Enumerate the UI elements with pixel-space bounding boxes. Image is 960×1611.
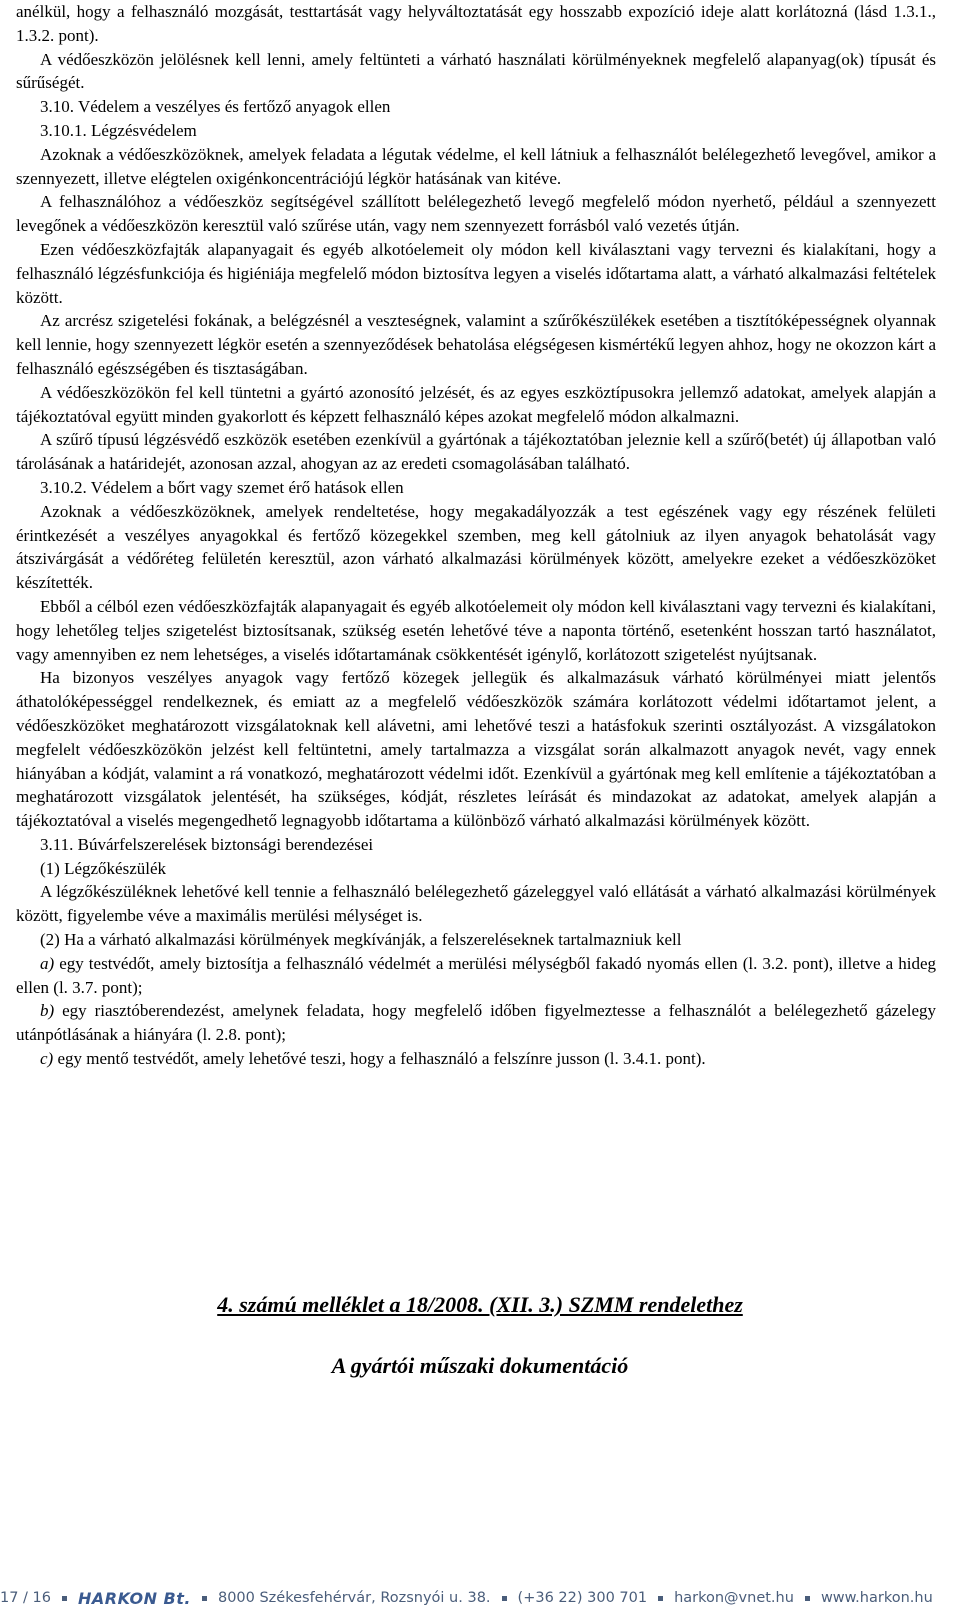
section-heading (16, 833, 936, 857)
paragraph-text: egy mentő testvédőt, amely lehetővé teszi, hogy a felhasználó a felszínre jusson (l. 3.4.1. pont). (53, 1049, 706, 1069)
paragraph (16, 928, 936, 952)
annex-subtitle: A gyártói műszaki dokumentáció (331, 1353, 629, 1378)
paragraph (16, 952, 936, 1000)
paragraph-text: A felhasználóhoz a védőeszköz segítségével szállított belélegezhető levegő megfelelő módon nyerhető, például a szennyezett levegőnek a védőeszközön keresztül való szűrése után, vagy nem szennyezett forrásból való vezetés útján. (16, 192, 936, 236)
footer-logo: HARKON Bt. (78, 1588, 191, 1608)
paragraph (16, 48, 936, 96)
paragraph (16, 1047, 936, 1071)
paragraph (16, 238, 936, 309)
paragraph-text: A védőeszközön jelölésnek kell lenni, amely feltünteti a várható használati körülményeknek megfelelő alapanyag(ok) típusát és sűrűségét. (16, 49, 936, 93)
paragraph (16, 143, 936, 191)
paragraph (16, 0, 936, 48)
paragraph (16, 500, 936, 595)
paragraph-text: Azoknak a védőeszközöknek, amelyek rendeltetése, hogy megakadályozzák a test egészének vagy egy részének felületi érintkezését a veszélyes anyagokkal és fertőző közegekkel szemben, meg kell gátolniuk az ilyen anyagok behatolását vagy átszivárgását a védőréteg felületén keresztül, azon várható alkalmazási körülmények között, amelyekre ezeket a védőeszközöket készítették. (16, 501, 936, 593)
paragraph-text: 3.10.2. Védelem a bőrt vagy szemet érő hatások ellen (40, 477, 404, 497)
paragraph-text: (1) Légzőkészülék (40, 858, 167, 878)
paragraph-text: 3.11. Búvárfelszerelések biztonsági berendezései (40, 834, 374, 854)
paragraph-text: (2) Ha a várható alkalmazási körülmények megkívánják, a felszereléseknek tartalmazniuk kell (40, 930, 682, 950)
footer-page-number: 17 / 16 (0, 1590, 52, 1606)
section-heading (16, 95, 936, 119)
paragraph-text: Azoknak a védőeszközöknek, amelyek feladata a légutak védelme, el kell látniuk a felhasználót belélegezhető levegővel, amikor a szennyezett, illetve elégtelen oxigénkoncentrációjú légkör hatásának van kitéve. (16, 144, 936, 188)
page-footer (0, 1587, 960, 1609)
section-heading (16, 119, 936, 143)
footer-separator-icon (658, 1596, 663, 1601)
list-item-letter: b) (40, 1001, 55, 1021)
paragraph (16, 880, 936, 928)
document-body (16, 0, 936, 1071)
paragraph-text: 3.10. Védelem a veszélyes és fertőző anyagok ellen (40, 97, 391, 117)
paragraph-text: A védőeszközökön fel kell tüntetni a gyártó azonosító jelzését, és az egyes eszköztípusokra jellemző adatokat, amelyek alapján a tájékoztatóval együtt minden gyakorlott és képzett felhasználó képes azokat megfelelő módon alkalmazni. (16, 382, 936, 426)
paragraph (16, 309, 936, 380)
footer-separator-icon (62, 1596, 67, 1601)
list-item-letter: a) (40, 953, 55, 973)
annex-title: 4. számú melléklet a 18/2008. (XII. 3.) SZMM rendelethez (217, 1292, 743, 1317)
footer-separator-icon (805, 1596, 810, 1601)
paragraph (16, 190, 936, 238)
paragraph (16, 428, 936, 476)
paragraph (16, 999, 936, 1047)
paragraph-text: Ezen védőeszközfajták alapanyagait és egyéb alkotóelemeit oly módon kell kiválasztani vagy tervezni és kialakítani, hogy a felhasználó légzésfunkciója és higiéniája megfelelő módon biztosítva legyen a viselés időtartama alatt, a várható alkalmazási feltételek között. (16, 239, 936, 307)
footer-separator-icon (502, 1596, 507, 1601)
section-heading (16, 476, 936, 500)
list-item-letter: c) (40, 1049, 54, 1069)
paragraph-text: A légzőkészüléknek lehetővé kell tennie a felhasználó belélegezhető gázeleggyel való ellátását a várható alkalmazási körülmények között, figyelembe véve a maximális merülési mélységet is. (16, 882, 936, 926)
paragraph (16, 666, 936, 833)
paragraph-text: anélkül, hogy a felhasználó mozgását, testtartását vagy helyváltoztatását egy hosszabb expozíció ideje alatt korlátozná (lásd 1.3.1., 1.3.2. pont). (16, 2, 936, 45)
paragraph-text: 3.10.1. Légzésvédelem (40, 120, 197, 140)
footer-phone: (+36 22) 300 701 (517, 1590, 648, 1606)
footer-email-link[interactable]: harkon@vnet.hu (674, 1590, 794, 1606)
footer-separator-icon (202, 1596, 207, 1601)
paragraph-text: Ha bizonyos veszélyes anyagok vagy fertőző közegek jellegük és alkalmazásuk várható körülményei miatt jelentős áthatolóképességgel rendelkeznek, és emiatt az a megfelelő védőeszközök számára korlátozott védelmi időtartamot jelent, a védőeszközöket meghatározott vizsgálatoknak kell alávetni, ami lehetővé teszi a hatásfokuk szerinti osztályozást. A vizsgálatokon megfelelt védőeszközökön jelzést kell feltüntetni, amely tartalmazza a vizsgálat során alkalmazott anyagok nevét, vagy ennek hiányában a kódját, valamint a rá vonatkozó, meghatározott védelmi időt. Ezenkívül a gyártónak meg kell említenie a tájékoztatóban a meghatározott vizsgálatok jelentését, ha szükséges, kódját, részletes leírását és mindazokat az adatokat, amelyek alapján a tájékoztatóval a viselés megengedhető legnagyobb időtartama a különböző várható alkalmazási körülmények között. (16, 668, 936, 831)
paragraph (16, 381, 936, 429)
paragraph-text: Ebből a célból ezen védőeszközfajták alapanyagait és egyéb alkotóelemeit oly módon kell kiválasztani vagy tervezni és kialakítani, hogy lehetőleg teljes szigetelést biztosítsanak, szükség esetén lehetővé téve a naponta történő, esetenként hosszan tartó használatot, vagy amennyiben ez nem lehetséges, a viselés időtartamának csökkentését igénylő, korlátozott szigetelést nyújtsanak. (16, 596, 936, 664)
paragraph-text: egy riasztóberendezést, amelynek feladata, hogy megfelelő időben figyelmeztesse a felhasználót a belélegezhető gázelegy utánpótlásának a hiányára (l. 2.8. pont); (16, 1001, 936, 1045)
paragraph (16, 595, 936, 666)
paragraph-text: egy testvédőt, amely biztosítja a felhasználó védelmét a merülési mélységből fakadó nyomás ellen (l. 3.2. pont), illetve a hideg ellen (l. 3.7. pont); (16, 953, 936, 997)
footer-web-link[interactable]: www.harkon.hu (820, 1590, 933, 1606)
paragraph-text: Az arcrész szigetelési fokának, a belégzésnél a veszteségnek, valamint a szűrőkészülékek esetében a tisztítóképességnek olyannak kell lennie, hogy szennyezett légkör esetén a szennyeződések behatolása elégségesen kismértékű legyen ahhoz, hogy ne okozzon kárt a felhasználó egészségében és tisztaságában. (16, 311, 937, 378)
section-heading (16, 857, 936, 881)
paragraph-text: A szűrő típusú légzésvédő eszközök esetében ezenkívül a gyártónak a tájékoztatóban jeleznie kell a szűrő(betét) új állapotban való tárolásának a határidejét, azonosan azzal, ahogyan az az eredeti csomagolásában található. (16, 430, 936, 474)
footer-address: 8000 Székesfehérvár, Rozsnyói u. 38. (217, 1590, 491, 1606)
